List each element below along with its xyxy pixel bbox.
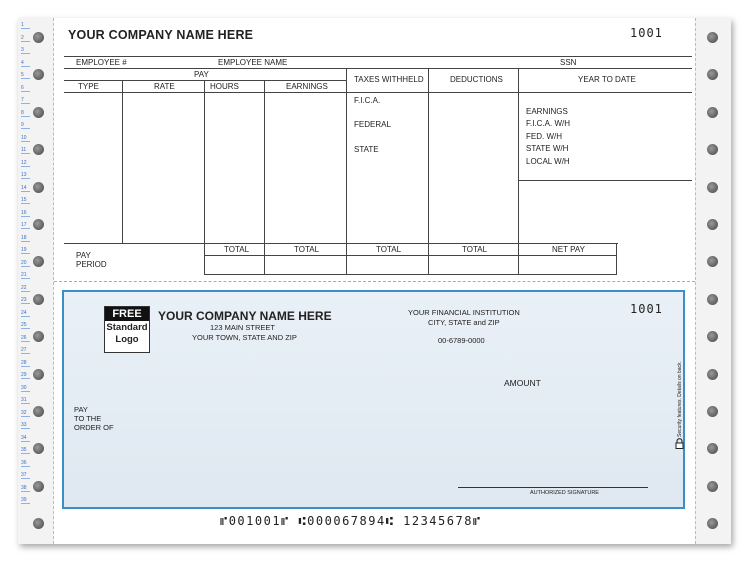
- company-street: 123 MAIN STREET: [210, 323, 276, 332]
- security-features-note: Security features. Details on back.: [677, 361, 683, 437]
- tractor-hole: [707, 219, 718, 230]
- margin-line-number: 28: [21, 360, 30, 367]
- ytd-fica: F.I.C.A. W/H: [526, 119, 570, 128]
- margin-line-number: 4: [21, 60, 30, 67]
- logo-placeholder: [104, 306, 150, 353]
- order-of-label: ORDER OF: [74, 423, 114, 432]
- stub-rule: [64, 92, 692, 93]
- state-label: STATE: [354, 145, 379, 154]
- perforation-line: [54, 281, 695, 282]
- stub-rule: [518, 180, 692, 181]
- tractor-hole: [707, 443, 718, 454]
- ytd-local: LOCAL W/H: [526, 157, 570, 166]
- tractor-hole: [707, 107, 718, 118]
- margin-line-number: 23: [21, 297, 30, 304]
- tractor-hole: [33, 32, 44, 43]
- tractor-hole: [707, 69, 718, 80]
- ytd-earnings: EARNINGS: [526, 107, 568, 116]
- margin-line-number: 3: [21, 47, 30, 54]
- margin-line-number: 22: [21, 285, 30, 292]
- stub-rule: [64, 80, 346, 81]
- form-body: [54, 18, 695, 544]
- total-hours-label: TOTAL: [224, 245, 250, 254]
- tractor-hole: [33, 219, 44, 230]
- authorized-signature-label: AUTHORIZED SIGNATURE: [530, 490, 599, 496]
- stub-rule: [204, 274, 616, 275]
- bank-name: YOUR FINANCIAL INSTITUTION: [408, 308, 520, 317]
- bank-city: CITY, STATE and ZIP: [428, 318, 500, 327]
- margin-line-number: 27: [21, 347, 30, 354]
- fica-label: F.I.C.A.: [354, 96, 381, 105]
- signature-line: [458, 487, 648, 488]
- margin-line-number: 18: [21, 235, 30, 242]
- stub-rule: [64, 243, 618, 244]
- check-company-name: YOUR COMPANY NAME HERE: [158, 309, 332, 323]
- col-line: [204, 80, 205, 275]
- rate-header: RATE: [154, 82, 175, 91]
- type-header: TYPE: [78, 82, 99, 91]
- ytd-state: STATE W/H: [526, 144, 569, 153]
- margin-line-number: 38: [21, 485, 30, 492]
- margin-line-number: 31: [21, 397, 30, 404]
- tractor-hole: [33, 294, 44, 305]
- taxes-withheld-header: TAXES WITHHELD: [354, 75, 424, 84]
- logo-standard-text: Standard: [106, 322, 148, 333]
- stub-check-number: 1001: [630, 26, 663, 40]
- micr-line: ⑈001001⑈ ⑆000067894⑆ 12345678⑈: [220, 514, 482, 528]
- margin-line-number: 6: [21, 85, 30, 92]
- employee-name-label: EMPLOYEE NAME: [218, 58, 288, 67]
- margin-line-number: 8: [21, 110, 30, 117]
- margin-line-number: 26: [21, 335, 30, 342]
- margin-line-number: 20: [21, 260, 30, 267]
- tractor-hole: [33, 182, 44, 193]
- continuous-payroll-check-form: [18, 18, 731, 544]
- margin-line-number: 11: [21, 147, 30, 154]
- pay-label: PAY: [74, 405, 88, 414]
- tractor-hole: [33, 256, 44, 267]
- routing-fraction: 00-6789-0000: [438, 336, 485, 345]
- margin-line-number: 24: [21, 310, 30, 317]
- tractor-hole: [33, 107, 44, 118]
- margin-line-number: 12: [21, 160, 30, 167]
- tractor-hole: [33, 481, 44, 492]
- logo-free-text: FREE: [105, 307, 149, 321]
- tractor-hole: [707, 182, 718, 193]
- tractor-hole: [33, 518, 44, 529]
- to-the-label: TO THE: [74, 414, 102, 423]
- total-deductions-label: TOTAL: [462, 245, 488, 254]
- margin-line-number: 7: [21, 97, 30, 104]
- stub-rule: [64, 68, 692, 69]
- margin-line-number: 37: [21, 472, 30, 479]
- tractor-hole: [707, 406, 718, 417]
- margin-line-number: 2: [21, 35, 30, 42]
- tractor-hole: [33, 443, 44, 454]
- tractor-hole: [707, 518, 718, 529]
- tractor-hole: [707, 256, 718, 267]
- tractor-hole: [33, 369, 44, 380]
- tractor-hole: [707, 369, 718, 380]
- pay-header: PAY: [194, 70, 209, 79]
- tractor-hole: [707, 331, 718, 342]
- margin-line-number: 16: [21, 210, 30, 217]
- margin-line-number: 14: [21, 185, 30, 192]
- margin-line-number: 10: [21, 135, 30, 142]
- margin-line-number: 34: [21, 435, 30, 442]
- margin-line-number: 32: [21, 410, 30, 417]
- company-town: YOUR TOWN, STATE AND ZIP: [192, 333, 297, 342]
- margin-line-number: 25: [21, 322, 30, 329]
- pay-period-label-1: PAY: [76, 251, 91, 260]
- deductions-header: DEDUCTIONS: [450, 75, 503, 84]
- margin-line-number: 9: [21, 122, 30, 129]
- net-pay-label: NET PAY: [552, 245, 585, 254]
- tractor-hole: [707, 144, 718, 155]
- margin-line-number: 15: [21, 197, 30, 204]
- federal-label: FEDERAL: [354, 120, 391, 129]
- tractor-hole: [707, 32, 718, 43]
- check-number: 1001: [630, 302, 663, 316]
- earnings-header: EARNINGS: [286, 82, 328, 91]
- ssn-label: SSN: [560, 58, 577, 67]
- tractor-hole: [707, 294, 718, 305]
- margin-line-number: 33: [21, 422, 30, 429]
- employee-number-label: EMPLOYEE #: [76, 58, 127, 67]
- col-line: [616, 243, 617, 275]
- total-taxes-label: TOTAL: [376, 245, 402, 254]
- stub-company-name: YOUR COMPANY NAME HERE: [68, 28, 254, 42]
- left-tractor-strip: [18, 18, 54, 544]
- margin-line-number: 39: [21, 497, 30, 504]
- margin-line-number: 5: [21, 72, 30, 79]
- margin-line-number: 36: [21, 460, 30, 467]
- right-tractor-strip: [695, 18, 731, 544]
- year-to-date-header: YEAR TO DATE: [578, 75, 636, 84]
- margin-line-number: 1: [21, 22, 30, 29]
- margin-line-number: 35: [21, 447, 30, 454]
- total-earnings-label: TOTAL: [294, 245, 320, 254]
- tractor-hole: [33, 69, 44, 80]
- amount-label: AMOUNT: [504, 378, 541, 388]
- pay-period-label-2: PERIOD: [76, 260, 107, 269]
- margin-line-number: 30: [21, 385, 30, 392]
- hours-header: HOURS: [210, 82, 239, 91]
- tractor-hole: [33, 406, 44, 417]
- tractor-hole: [33, 144, 44, 155]
- margin-line-number: 29: [21, 372, 30, 379]
- padlock-icon: [675, 438, 684, 449]
- margin-line-number: 13: [21, 172, 30, 179]
- tractor-hole: [707, 481, 718, 492]
- stub-rule: [204, 255, 616, 256]
- logo-logo-text: Logo: [115, 334, 139, 345]
- ytd-fed: FED. W/H: [526, 132, 562, 141]
- col-line: [122, 80, 123, 243]
- tractor-hole: [33, 331, 44, 342]
- margin-line-number: 17: [21, 222, 30, 229]
- margin-line-number: 19: [21, 247, 30, 254]
- stub-rule: [64, 56, 692, 57]
- margin-line-number: 21: [21, 272, 30, 279]
- col-line: [264, 80, 265, 275]
- check-panel: [62, 290, 685, 509]
